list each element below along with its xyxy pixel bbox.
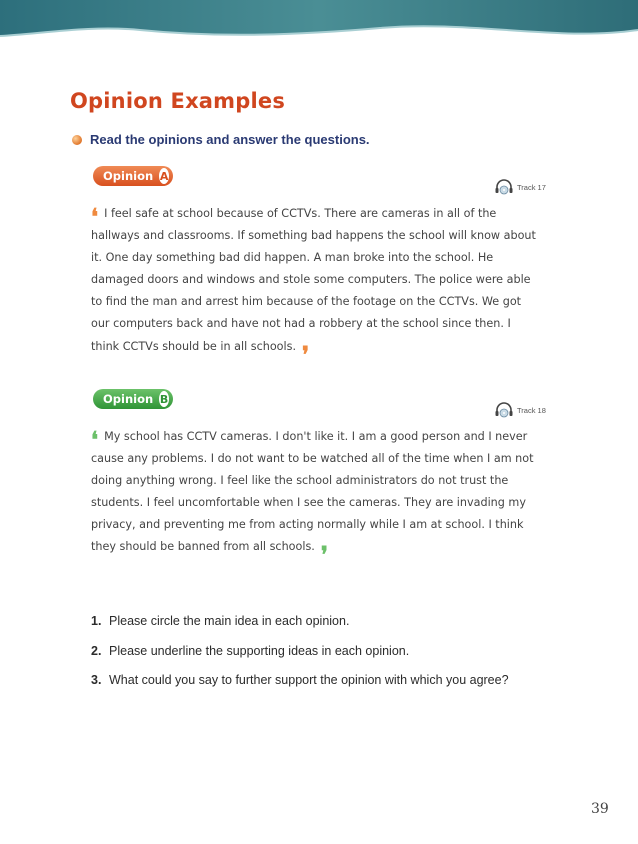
opinion-b-passage (91, 426, 541, 569)
question-item (91, 644, 591, 674)
close-quote-icon: ❜ (320, 542, 328, 569)
instruction-text: Read the opinions and answer the questions. (90, 132, 370, 147)
opinion-a-tag (93, 166, 173, 186)
instruction (72, 132, 370, 147)
track-17-audio[interactable] (494, 179, 546, 195)
headphones-cd-icon (494, 402, 514, 418)
open-quote-icon: ❛ (91, 204, 99, 230)
page-title: Opinion Examples (70, 89, 286, 113)
opinion-a-tag-label: Opinion (103, 169, 154, 183)
track-17-label: Track 17 (517, 182, 546, 192)
question-item (91, 614, 591, 644)
close-quote-icon: ❜ (302, 341, 310, 368)
track-18-label: Track 18 (517, 405, 546, 415)
opinion-b-text: My school has CCTV cameras. I don't like it. I am a good person and I never cause any problems. I do not want to be watched all of the time when I am not doing anything wrong. I feel like the school administrators do not trust the students. I feel uncomfortable when I see the cameras. They are invading my privacy, and preventing me from acting normally while I am at school. I think they should be banned from all schools. (91, 430, 534, 554)
opinion-a-letter: A (159, 169, 169, 183)
orange-bullet-icon (72, 135, 82, 145)
question-item (91, 673, 591, 703)
header-wave-banner (0, 0, 638, 50)
opinion-a-passage (91, 203, 541, 368)
question-text: What could you say to further support the opinion with which you agree? (109, 673, 509, 687)
opinion-a-text: I feel safe at school because of CCTVs. There are cameras in all of the hallways and classrooms. If something bad happens the school will know about it. One day something bad did happen. A man broke into the school. He damaged doors and windows and stole some computers. The police were able to find the man and arrest him because of the footage on the CCTVs. We got our computers back and have not had a robbery at the school since then. I think CCTVs should be in all schools. (91, 207, 536, 353)
question-number: 1. (91, 614, 102, 628)
question-text: Please circle the main idea in each opinion. (109, 614, 350, 628)
open-quote-icon: ❛ (91, 427, 99, 453)
question-number: 2. (91, 643, 102, 658)
question-number: 3. (91, 673, 102, 687)
page-number: 39 (591, 801, 609, 817)
opinion-b-tag (93, 389, 173, 409)
question-text: Please underline the supporting ideas in each opinion. (109, 643, 410, 658)
opinion-b-tag-label: Opinion (103, 392, 154, 406)
track-18-audio[interactable] (494, 402, 546, 418)
opinion-b-letter: B (159, 392, 169, 406)
headphones-cd-icon (494, 179, 514, 195)
question-list (91, 614, 591, 703)
